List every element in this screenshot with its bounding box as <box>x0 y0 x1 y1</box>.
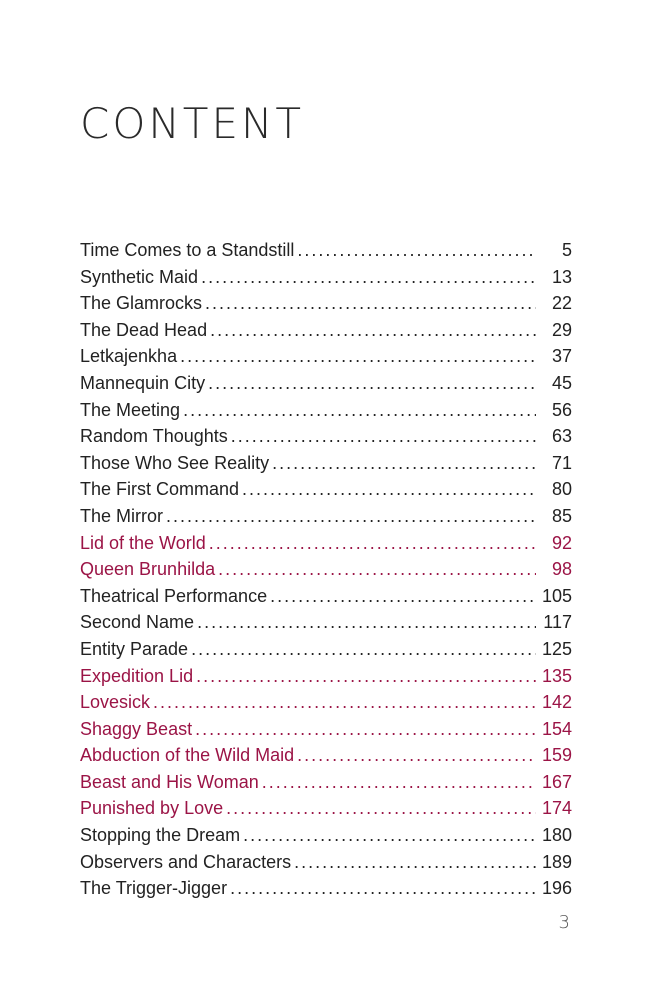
toc-entry-title: The Trigger-Jigger <box>80 878 228 899</box>
dot-leader <box>218 556 536 583</box>
toc-entry-page: 5 <box>561 240 572 260</box>
toc-entry-page: 189 <box>541 851 572 872</box>
toc-entry[interactable] <box>80 476 572 503</box>
toc-entry-title: Second Name <box>80 612 195 633</box>
toc-entry-title: Theatrical Performance <box>80 585 268 606</box>
toc-entry-title: Those Who See Reality <box>80 452 270 473</box>
dot-leader <box>231 423 536 450</box>
toc-entry[interactable] <box>80 264 572 291</box>
toc-entry-title: Abduction of the Wild Maid <box>80 745 295 766</box>
toc-entry-page: 135 <box>541 665 572 686</box>
dot-leader <box>272 450 536 477</box>
dot-leader <box>210 317 536 344</box>
dot-leader <box>195 716 536 743</box>
toc-entry-title: Beast and His Woman <box>80 771 259 792</box>
toc-entry[interactable] <box>80 663 572 690</box>
dot-leader <box>243 822 536 849</box>
toc-entry[interactable] <box>80 370 572 397</box>
toc-entry[interactable] <box>80 290 572 317</box>
toc-entry-page: 125 <box>541 638 572 659</box>
toc-entry-page: 167 <box>541 771 572 792</box>
toc-entry-title: The First Command <box>80 479 240 500</box>
toc-entry[interactable] <box>80 530 572 557</box>
page-title: CONTENT <box>80 99 305 148</box>
toc-entry-page: 92 <box>551 532 572 553</box>
toc-entry-page: 45 <box>551 372 572 393</box>
toc-entry-page: 29 <box>551 319 572 340</box>
toc-entry[interactable] <box>80 423 572 450</box>
dot-leader <box>208 370 536 397</box>
dot-leader <box>209 530 536 557</box>
toc-entry-page: 71 <box>551 452 572 473</box>
toc-entry-title: Letkajenkha <box>80 346 178 367</box>
toc-entry[interactable] <box>80 636 572 663</box>
dot-leader <box>201 264 536 291</box>
dot-leader <box>297 237 536 264</box>
toc-entry-title: Queen Brunhilda <box>80 559 216 580</box>
dot-leader <box>226 795 536 822</box>
toc-entry-page: 154 <box>541 718 572 739</box>
dot-leader <box>166 503 536 530</box>
toc-entry-page: 196 <box>541 878 572 899</box>
toc-entry-page: 180 <box>541 825 572 846</box>
toc-entry[interactable] <box>80 716 572 743</box>
dot-leader <box>153 689 536 716</box>
toc-entry[interactable] <box>80 317 572 344</box>
toc-entry-page: 98 <box>551 559 572 580</box>
dot-leader <box>270 583 536 610</box>
dot-leader <box>297 742 536 769</box>
toc-entry-title: Punished by Love <box>80 798 224 819</box>
toc-entry-title: The Dead Head <box>80 319 208 340</box>
dot-leader <box>183 397 536 424</box>
toc-entry[interactable] <box>80 503 572 530</box>
toc-entry-page: 159 <box>541 745 572 766</box>
toc-entry-page: 174 <box>541 798 572 819</box>
toc-entry[interactable] <box>80 689 572 716</box>
dot-leader <box>205 290 536 317</box>
dot-leader <box>196 663 536 690</box>
toc-entry-page: 56 <box>551 399 572 420</box>
toc-entry-title: Mannequin City <box>80 372 206 393</box>
toc-entry-title: Stopping the Dream <box>80 825 241 846</box>
toc-entry-title: Time Comes to a Standstill <box>80 240 295 260</box>
dot-leader <box>197 609 536 636</box>
dot-leader <box>242 476 536 503</box>
toc-entry[interactable] <box>80 343 572 370</box>
toc-entry-page: 142 <box>541 692 572 713</box>
table-of-contents <box>80 237 572 902</box>
toc-entry[interactable] <box>80 609 572 636</box>
dot-leader <box>294 849 536 876</box>
toc-entry-title: The Mirror <box>80 505 164 526</box>
page-number: 3 <box>558 912 570 933</box>
toc-entry[interactable] <box>80 397 572 424</box>
toc-entry-title: Random Thoughts <box>80 426 228 447</box>
toc-entry-title: Synthetic Maid <box>80 266 199 287</box>
toc-entry-title: Lovesick <box>80 692 151 713</box>
toc-entry-page: 37 <box>551 346 572 367</box>
toc-entry-page: 22 <box>551 293 572 314</box>
toc-entry-page: 13 <box>551 266 572 287</box>
toc-entry[interactable] <box>80 849 572 876</box>
toc-entry-page: 117 <box>543 612 572 633</box>
toc-entry-title: Observers and Characters <box>80 851 292 872</box>
toc-entry-title: The Meeting <box>80 399 181 420</box>
toc-entry[interactable] <box>80 742 572 769</box>
toc-entry[interactable] <box>80 822 572 849</box>
toc-entry[interactable] <box>80 795 572 822</box>
dot-leader <box>262 769 536 796</box>
toc-entry[interactable] <box>80 875 572 902</box>
toc-entry-page: 63 <box>551 426 572 447</box>
dot-leader <box>180 343 536 370</box>
toc-entry[interactable] <box>80 556 572 583</box>
toc-entry-title: Expedition Lid <box>80 665 194 686</box>
toc-entry-title: Lid of the World <box>80 532 206 553</box>
toc-entry[interactable] <box>80 583 572 610</box>
toc-entry-title: Entity Parade <box>80 638 189 659</box>
toc-entry[interactable] <box>80 237 572 264</box>
toc-entry[interactable] <box>80 769 572 796</box>
toc-entry-title: Shaggy Beast <box>80 718 193 739</box>
toc-entry-title: The Glamrocks <box>80 293 203 314</box>
dot-leader <box>191 636 536 663</box>
toc-entry[interactable] <box>80 450 572 477</box>
toc-entry-page: 80 <box>551 479 572 500</box>
dot-leader <box>230 875 536 902</box>
toc-entry-page: 105 <box>541 585 572 606</box>
toc-entry-page: 85 <box>551 505 572 526</box>
